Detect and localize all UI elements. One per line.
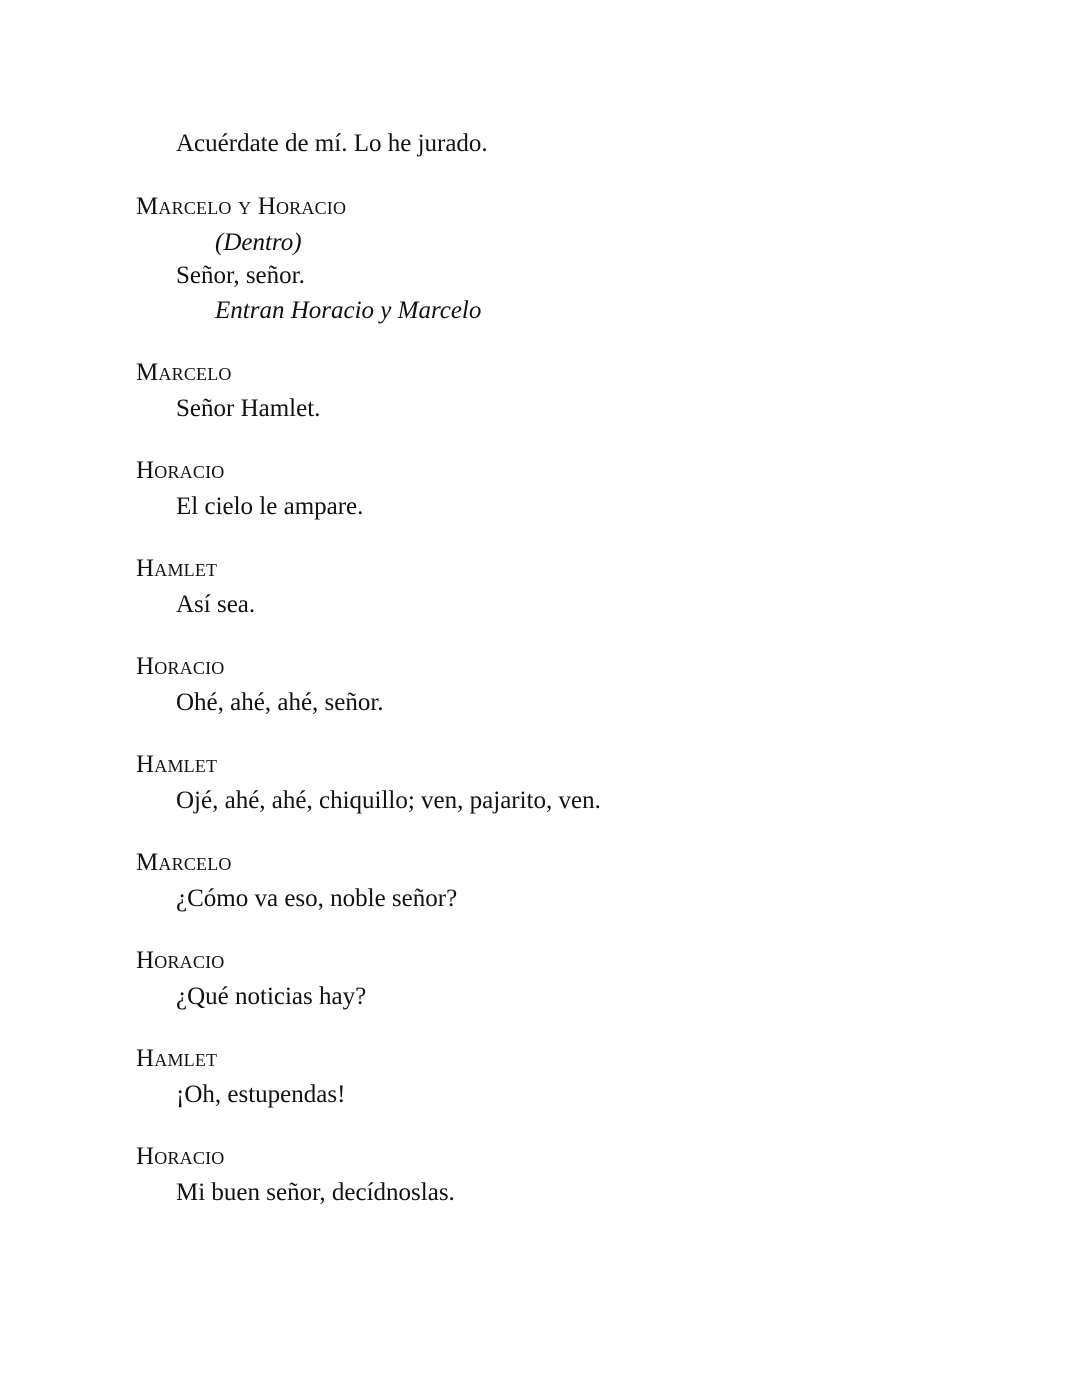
- speech-line: Ohé, ahé, ahé, señor.: [176, 689, 384, 716]
- stage-direction: (Dentro): [215, 229, 302, 256]
- speech-line: ¿Cómo va eso, noble señor?: [176, 885, 458, 912]
- speaker-name: Hamlet: [136, 1045, 218, 1072]
- speech-line: Acuérdate de mí. Lo he jurado.: [176, 130, 488, 157]
- speaker-name: Hamlet: [136, 555, 218, 582]
- speech-line: ¿Qué noticias hay?: [176, 983, 367, 1010]
- speaker-name: Marcelo y Horacio: [136, 193, 347, 220]
- speech-line: Así sea.: [176, 591, 256, 618]
- speaker-name: Marcelo: [136, 849, 232, 876]
- speech-line: ¡Oh, estupendas!: [176, 1081, 346, 1108]
- speech-line: Ojé, ahé, ahé, chiquillo; ven, pajarito, ven.: [176, 787, 601, 814]
- speaker-name: Horacio: [136, 947, 225, 974]
- speaker-name: Horacio: [136, 1143, 225, 1170]
- speech-line: Mi buen señor, decídnoslas.: [176, 1179, 455, 1206]
- speaker-name: Horacio: [136, 653, 225, 680]
- speaker-name: Hamlet: [136, 751, 218, 778]
- speech-line: Señor Hamlet.: [176, 395, 321, 422]
- stage-direction: Entran Horacio y Marcelo: [215, 297, 482, 324]
- speech-line: El cielo le ampare.: [176, 493, 364, 520]
- speech-line: Señor, señor.: [176, 262, 305, 289]
- speaker-name: Horacio: [136, 457, 225, 484]
- speaker-name: Marcelo: [136, 359, 232, 386]
